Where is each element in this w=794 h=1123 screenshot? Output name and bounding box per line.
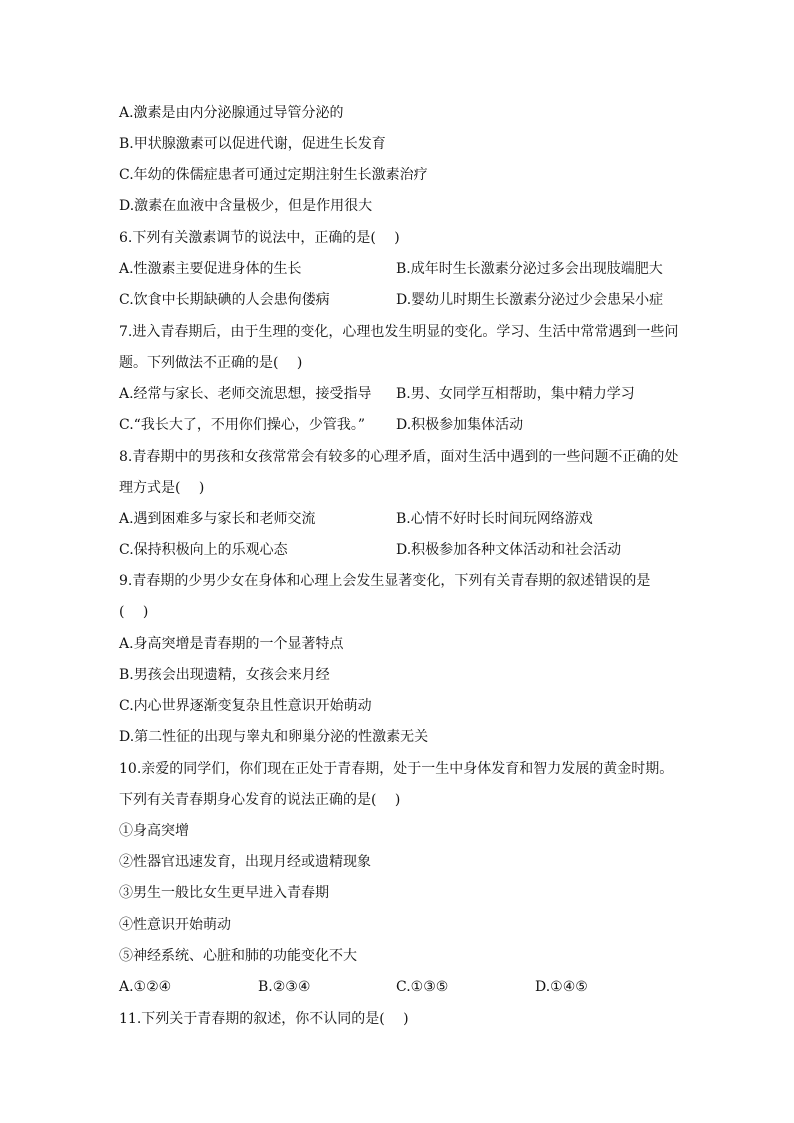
q10-option-c: C.①③⑤ xyxy=(396,979,449,995)
q9-option-b: B.男孩会出现遗精，女孩会来月经 xyxy=(119,667,330,683)
q10-statement-2: ②性器官迅速发育，出现月经或遗精现象 xyxy=(119,854,371,870)
q7-option-b: B.男、女同学互相帮助，集中精力学习 xyxy=(396,386,635,402)
q8-stem-line2: 理方式是( ) xyxy=(119,480,205,496)
q6-option-b: B.成年时生长激素分泌过多会出现肢端肥大 xyxy=(396,261,663,277)
q7-stem-line1: 7.进入青春期后，由于生理的变化，心理也发生明显的变化。学习、生活中常常遇到一些问 xyxy=(119,324,679,340)
q9-option-a: A.身高突增是青春期的一个显著特点 xyxy=(119,636,344,652)
q6-stem: 6.下列有关激素调节的说法中，正确的是( ) xyxy=(119,230,400,246)
q11-stem: 11.下列关于青春期的叙述，你不认同的是( ) xyxy=(119,1011,409,1027)
q5-option-b: B.甲状腺激素可以促进代谢，促进生长发育 xyxy=(119,136,386,152)
q6-option-c: C.饮食中长期缺碘的人会患佝偻病 xyxy=(119,292,330,308)
q10-option-b: B.②③④ xyxy=(258,979,311,995)
q5-option-a: A.激素是由内分泌腺通过导管分泌的 xyxy=(119,105,344,121)
q7-option-d: D.积极参加集体活动 xyxy=(396,417,524,433)
q9-option-c: C.内心世界逐渐变复杂且性意识开始萌动 xyxy=(119,698,372,714)
q5-option-d: D.激素在血液中含量极少，但是作用很大 xyxy=(119,198,373,214)
q10-stem-line1: 10.亲爱的同学们，你们现在正处于青春期，处于一生中身体发育和智力发展的黄金时期。 xyxy=(119,761,674,777)
q8-option-b: B.心情不好时长时间玩网络游戏 xyxy=(396,511,593,527)
q9-stem-line2: ( ) xyxy=(119,604,149,620)
q6-option-a: A.性激素主要促进身体的生长 xyxy=(119,261,302,277)
q10-statement-4: ④性意识开始萌动 xyxy=(119,917,231,933)
q10-stem-line2: 下列有关青春期身心发育的说法正确的是( ) xyxy=(119,792,401,808)
q9-option-d: D.第二性征的出现与睾丸和卵巢分泌的性激素无关 xyxy=(119,729,429,745)
q6-option-d: D.婴幼儿时期生长激素分泌过少会患呆小症 xyxy=(396,292,664,308)
q10-option-a: A.①②④ xyxy=(119,979,172,995)
q7-option-c: C.“我长大了，不用你们操心，少管我。” xyxy=(119,417,365,433)
q8-option-a: A.遇到困难多与家长和老师交流 xyxy=(119,511,316,527)
q10-statement-1: ①身高突增 xyxy=(119,823,189,839)
q5-option-c: C.年幼的侏儒症患者可通过定期注射生长激素治疗 xyxy=(119,167,428,183)
q10-option-d: D.①④⑤ xyxy=(535,979,588,995)
q9-stem-line1: 9.青春期的少男少女在身体和心理上会发生显著变化，下列有关青春期的叙述错误的是 xyxy=(119,573,651,589)
q10-statement-5: ⑤神经系统、心脏和肺的功能变化不大 xyxy=(119,948,357,964)
q8-option-c: C.保持积极向上的乐观心态 xyxy=(119,542,288,558)
q8-option-d: D.积极参加各种文体活动和社会活动 xyxy=(396,542,622,558)
q7-stem-line2: 题。下列做法不正确的是( ) xyxy=(119,355,303,371)
q7-option-a: A.经常与家长、老师交流思想，接受指导 xyxy=(119,386,372,402)
q8-stem-line1: 8.青春期中的男孩和女孩常常会有较多的心理矛盾，面对生活中遇到的一些问题不正确的处 xyxy=(119,449,679,465)
q10-statement-3: ③男生一般比女生更早进入青春期 xyxy=(119,885,329,901)
